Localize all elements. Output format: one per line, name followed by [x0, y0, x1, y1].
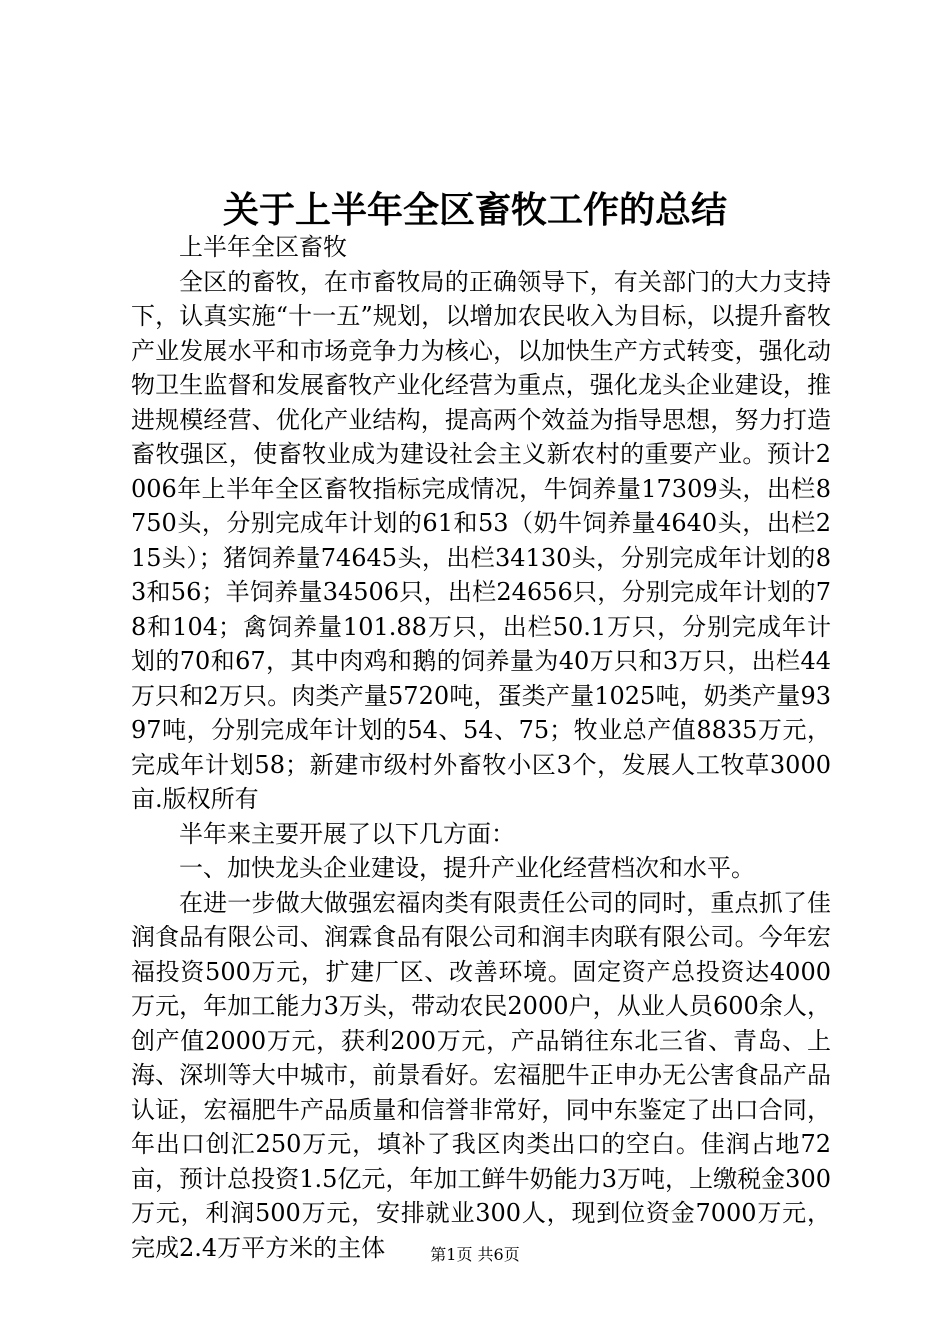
- document-body: [131, 230, 831, 1265]
- section-heading-1: 一、加快龙头企业建设，提升产业化经营档次和水平。: [179, 854, 755, 882]
- paragraph-overview: 全区的畜牧，在市畜牧局的正确领导下，有关部门的大力支持下，认真实施“十一五”规划，以增加农民收入为目标，以提升畜牧产业发展水平和市场竞争力为核心，以加快生产方式转变，强化动物卫生监督和发展畜牧产业化经营为重点，强化龙头企业建设，推进规模经营、优化产业结构，提高两个效益为指导思想，努力打造畜牧强区，使畜牧业成为建设社会主义新农村的重要产业。预计2006年上半年全区畜牧指标完成情况，牛饲养量17309头，出栏8750头，分别完成年计划的61和53（奶牛饲养量4640头，出栏215头）；猪饲养量74645头，出栏34130头，分别完成年计划的83和56；羊饲养量34506只，出栏24656只，分别完成年计划的78和104；禽饲养量101.88万只，出栏50.1万只，分别完成年计划的70和67，其中肉鸡和鹅的饲养量为40万只和3万只，出栏44万只和2万只。肉类产量5720吨，蛋类产量1025吨，奶类产量9397吨，分别完成年计划的54、54、75；牧业总产值8835万元，完成年计划58；新建市级村外畜牧小区3个，发展人工牧草3000亩.版权所有: [131, 267, 831, 813]
- document-title: 关于上半年全区畜牧工作的总结: [222, 189, 727, 231]
- paragraph-subtitle: 上半年全区畜牧: [179, 233, 347, 261]
- page-number-footer: 第1页 共6页: [430, 1245, 520, 1264]
- paragraph-section-1: 在进一步做大做强宏福肉类有限责任公司的同时，重点抓了佳润食品有限公司、润霖食品有限公司和润丰肉联有限公司。今年宏福投资500万元，扩建厂区、改善环境。固定资产总投资达4000万元，年加工能力3万头，带动农民2000户，从业人员600余人，创产值2000万元，获利200万元，产品销往东北三省、青岛、上海、深圳等大中城市，前景看好。宏福肥牛正申办无公害食品产品认证，宏福肥牛产品质量和信誉非常好，同中东鉴定了出口合同，年出口创汇250万元，填补了我区肉类出口的空白。佳润占地72亩，预计总投资1.5亿元，年加工鲜牛奶能力3万吨，上缴税金300万元，利润500万元，安排就业300人，现到位资金7000万元，完成2.4万平方米的主体: [131, 888, 831, 1262]
- paragraph-intro-list: 半年来主要开展了以下几方面：: [179, 819, 515, 848]
